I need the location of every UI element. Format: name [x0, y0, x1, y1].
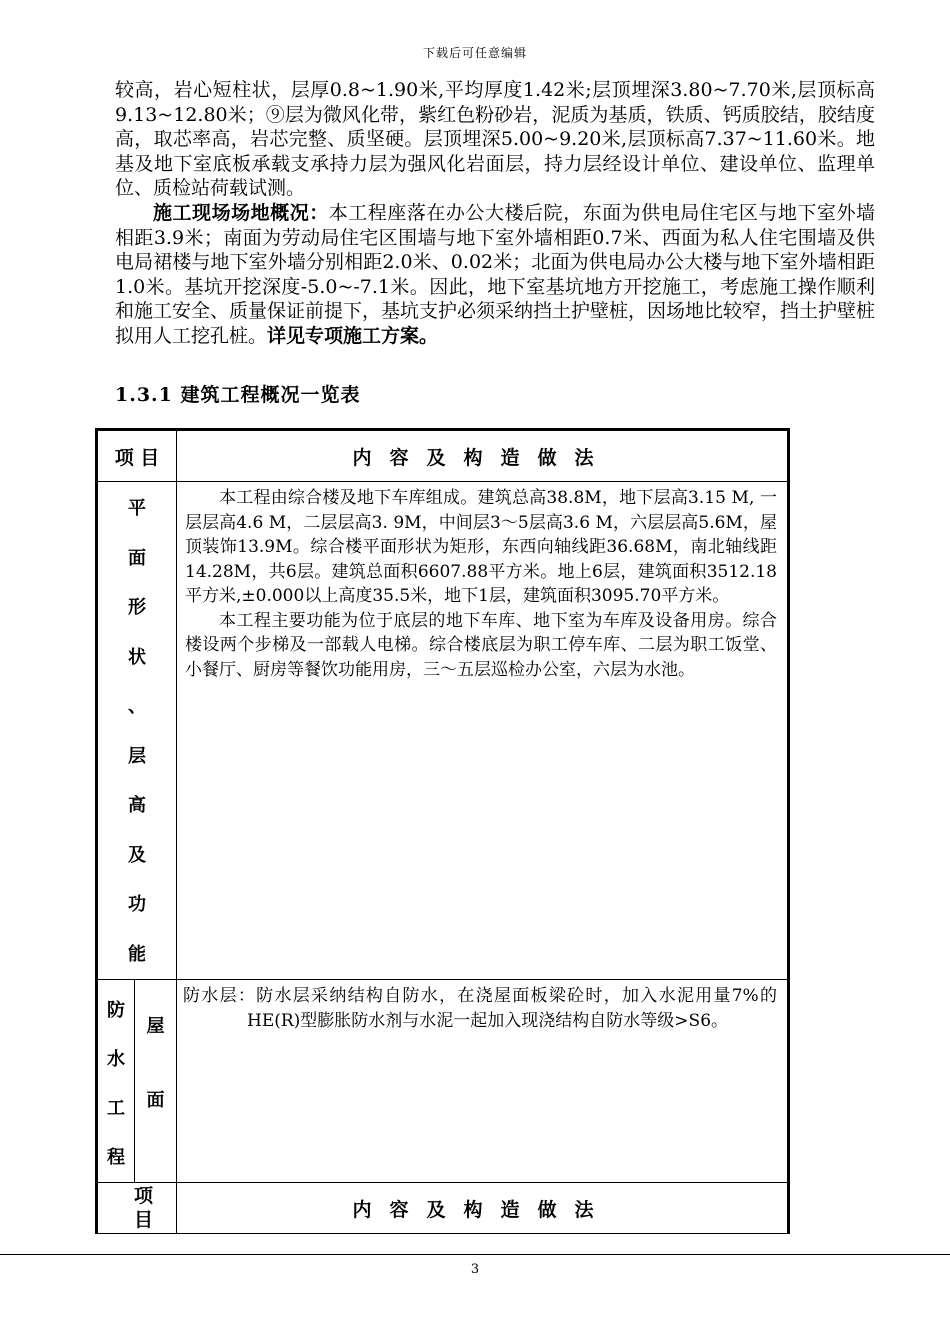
see-special-plan: 详见专项施工方案。: [267, 324, 439, 347]
row-content-waterproof: 防水层：防水层采纳结构自防水，在浇屋面板梁砼时，加入水泥用量7%的HE(R)型膨胀防水剂与水泥一起加入现浇结构自防水等级>S6。: [177, 980, 789, 1183]
label-char: 工: [107, 1098, 125, 1119]
page-header: 下载后可任意编辑: [422, 46, 527, 60]
header-content: 内容及构造做法: [177, 430, 789, 482]
table-row-waterproof: [97, 980, 789, 1183]
label-char: 高: [128, 795, 146, 816]
label-char: 水: [107, 1049, 125, 1070]
label-char: 面: [146, 1090, 165, 1111]
site-overview-heading: 施工现场场地概况：: [153, 201, 329, 224]
plan-paragraph-1: 本工程由综合楼及地下车库组成。建筑总高38.8M，地下层高3.15 M, 一层层高4.6 M，二层层高3. 9M，中间层3～5层高3.6 M，六层层高5.6M，屋顶装饰13.9M。综合楼平面形状为矩形，东西向轴线距36.68M，南北轴线距14.28M，共6层。建筑总面积6607.88平方米。地上6层，建筑面积3512.18平方米,±0.000以上高度35.5米，地下1层，建筑面积3095.70平方米。: [185, 488, 777, 606]
label-char: 防: [107, 1000, 125, 1021]
row-content-plan: [177, 482, 789, 980]
section-title: 1.3.1 建筑工程概况一览表: [115, 384, 361, 406]
label-char: 平: [128, 498, 146, 519]
label-char: 功: [128, 894, 146, 915]
paragraph-site-overview: [115, 201, 875, 349]
label-char: 层: [128, 745, 146, 767]
row-label-roof: [135, 980, 177, 1183]
row-label-waterproof: [97, 980, 135, 1183]
row-label-plan: [97, 482, 177, 980]
header2-item-text: 项目: [134, 1185, 154, 1231]
overview-table: [95, 428, 790, 1234]
label-char: 屋: [146, 1016, 165, 1037]
site-overview-text: 本工程座落在办公大楼后院，东面为供电局住宅区与地下室外墙相距3.9米；南面为劳动局住宅区围墙与地下室外墙相距0.7米、西面为私人住宅围墙及供电局裙楼与地下室外墙分别相距2.0米、0.02米；北面为供电局办公大楼与地下室外墙相距1.0米。基坑开挖深度-5.0~-7.1米。因此，地下室基坑地方开挖施工，考虑施工操作顺利和施工安全、质量保证前提下，基坑支护必须采纳挡土护壁桩，因场地比较窄，挡土护壁桩拟用人工挖孔桩。: [115, 201, 876, 347]
table-row-plan: [97, 482, 789, 980]
label-char: 程: [107, 1147, 125, 1168]
paragraph-geology: 较高，岩心短柱状，层厚0.8~1.90米,平均厚度1.42米;层顶埋深3.80~7.70米,层顶标高9.13~12.80米；⑨层为微风化带，紫红色粉砂岩，泥质为基质，铁质、钙质胶结，胶结度高，取芯率高，岩芯完整、质坚硬。层顶埋深5.00~9.20米,层顶标高7.37~11.60米。地基及地下室底板承载支承持力层为强风化岩面层，持力层经设计单位、建设单位、监理单位、质检站荷载试测。: [115, 79, 875, 200]
label-char: 状: [128, 646, 146, 668]
table-header-row-repeat: [97, 1183, 789, 1234]
table-header-row: [97, 430, 789, 482]
page-number: 3: [470, 1262, 480, 1277]
label-char: 面: [128, 547, 146, 569]
label-char: 形: [128, 597, 146, 618]
header2-item: [97, 1183, 177, 1234]
footer-rule: [0, 1254, 950, 1255]
label-char: 、: [128, 696, 146, 717]
label-char: 及: [128, 844, 146, 866]
header-item: 项 目: [97, 430, 177, 482]
label-char: 能: [128, 943, 146, 965]
plan-paragraph-2: 本工程主要功能为位于底层的地下车库、地下室为车库及设备用房。综合楼设两个步梯及一部载人电梯。综合楼底层为职工停车库、二层为职工饭堂、小餐厅、厨房等餐饮功能用房，三～五层巡检办公室，六层为水池。: [185, 610, 777, 680]
body-text: [115, 78, 875, 349]
header2-content: 内容及构造做法: [177, 1183, 789, 1234]
